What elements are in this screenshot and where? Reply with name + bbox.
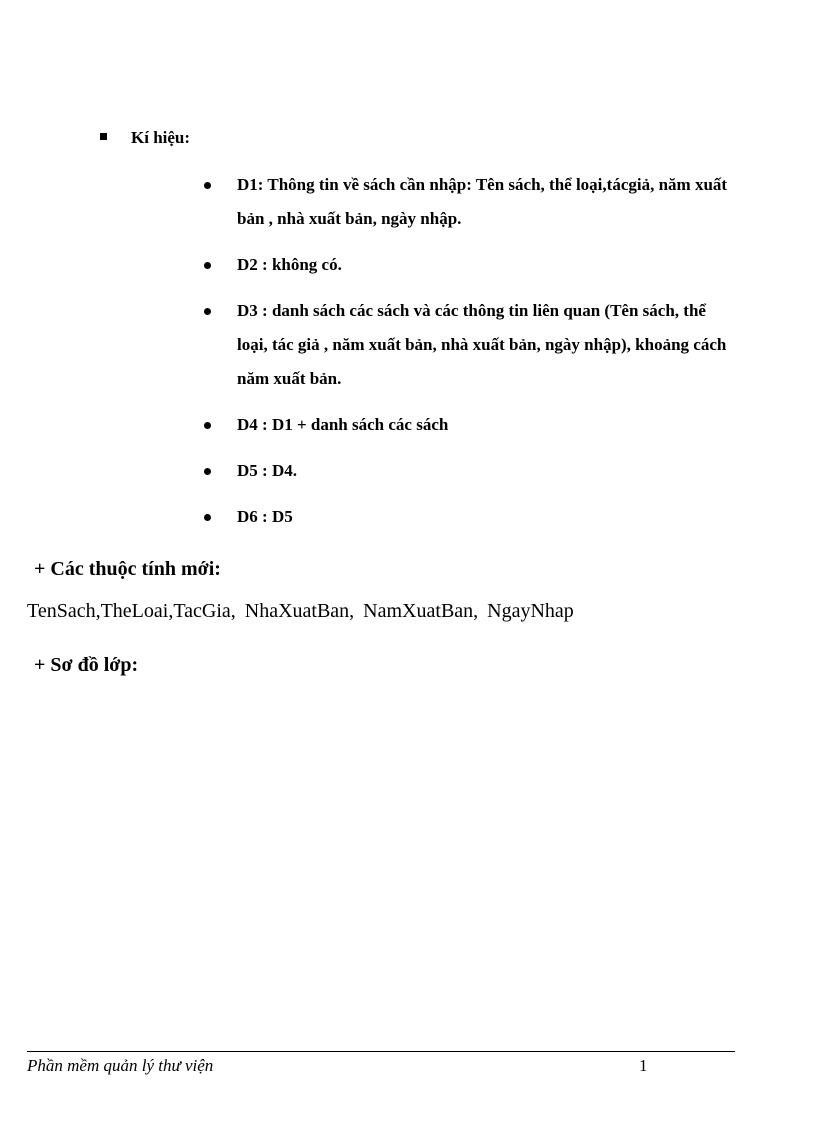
legend-item-d3 bbox=[200, 294, 740, 396]
round-bullet-icon bbox=[204, 422, 211, 429]
legend-item-d1 bbox=[200, 168, 740, 236]
square-bullet-icon bbox=[100, 133, 107, 140]
legend-item-d5 bbox=[200, 454, 740, 488]
footer-title: Phần mềm quản lý thư viện bbox=[27, 1056, 214, 1075]
round-bullet-icon bbox=[204, 308, 211, 315]
legend-item-d2 bbox=[200, 248, 740, 282]
footer-divider bbox=[27, 1051, 735, 1052]
round-bullet-icon bbox=[204, 468, 211, 475]
attributes-list: TenSach,TheLoai,TacGia, NhaXuatBan, NamXuatBan, NgayNhap bbox=[27, 600, 574, 622]
legend-item-text: D4 : D1 + danh sách các sách bbox=[237, 415, 449, 434]
legend-heading bbox=[100, 128, 190, 148]
class-diagram-heading: + Sơ đồ lớp: bbox=[34, 654, 139, 676]
legend-item-d6 bbox=[200, 500, 740, 534]
legend-item-text: D3 : danh sách các sách và các thông tin liên quan (Tên sách, thể loại, tác giả , năm xuất bản, nhà xuất bản, ngày nhập), khoảng cách năm xuất bản. bbox=[237, 301, 727, 388]
round-bullet-icon bbox=[204, 262, 211, 269]
round-bullet-icon bbox=[204, 514, 211, 521]
legend-item-d4 bbox=[200, 408, 740, 442]
round-bullet-icon bbox=[204, 182, 211, 189]
attributes-heading: + Các thuộc tính mới: bbox=[34, 558, 221, 580]
legend-item-text: D2 : không có. bbox=[237, 255, 342, 274]
page-number: 1 bbox=[639, 1056, 648, 1075]
legend-item-text: D6 : D5 bbox=[237, 507, 293, 526]
legend-heading-text: Kí hiệu: bbox=[131, 128, 191, 147]
legend-item-text: D1: Thông tin về sách cần nhập: Tên sách, thể loại,tácgiả, năm xuất bản , nhà xuất bản, ngày nhập. bbox=[237, 175, 728, 228]
legend-item-text: D5 : D4. bbox=[237, 461, 297, 480]
legend-list bbox=[200, 168, 740, 546]
